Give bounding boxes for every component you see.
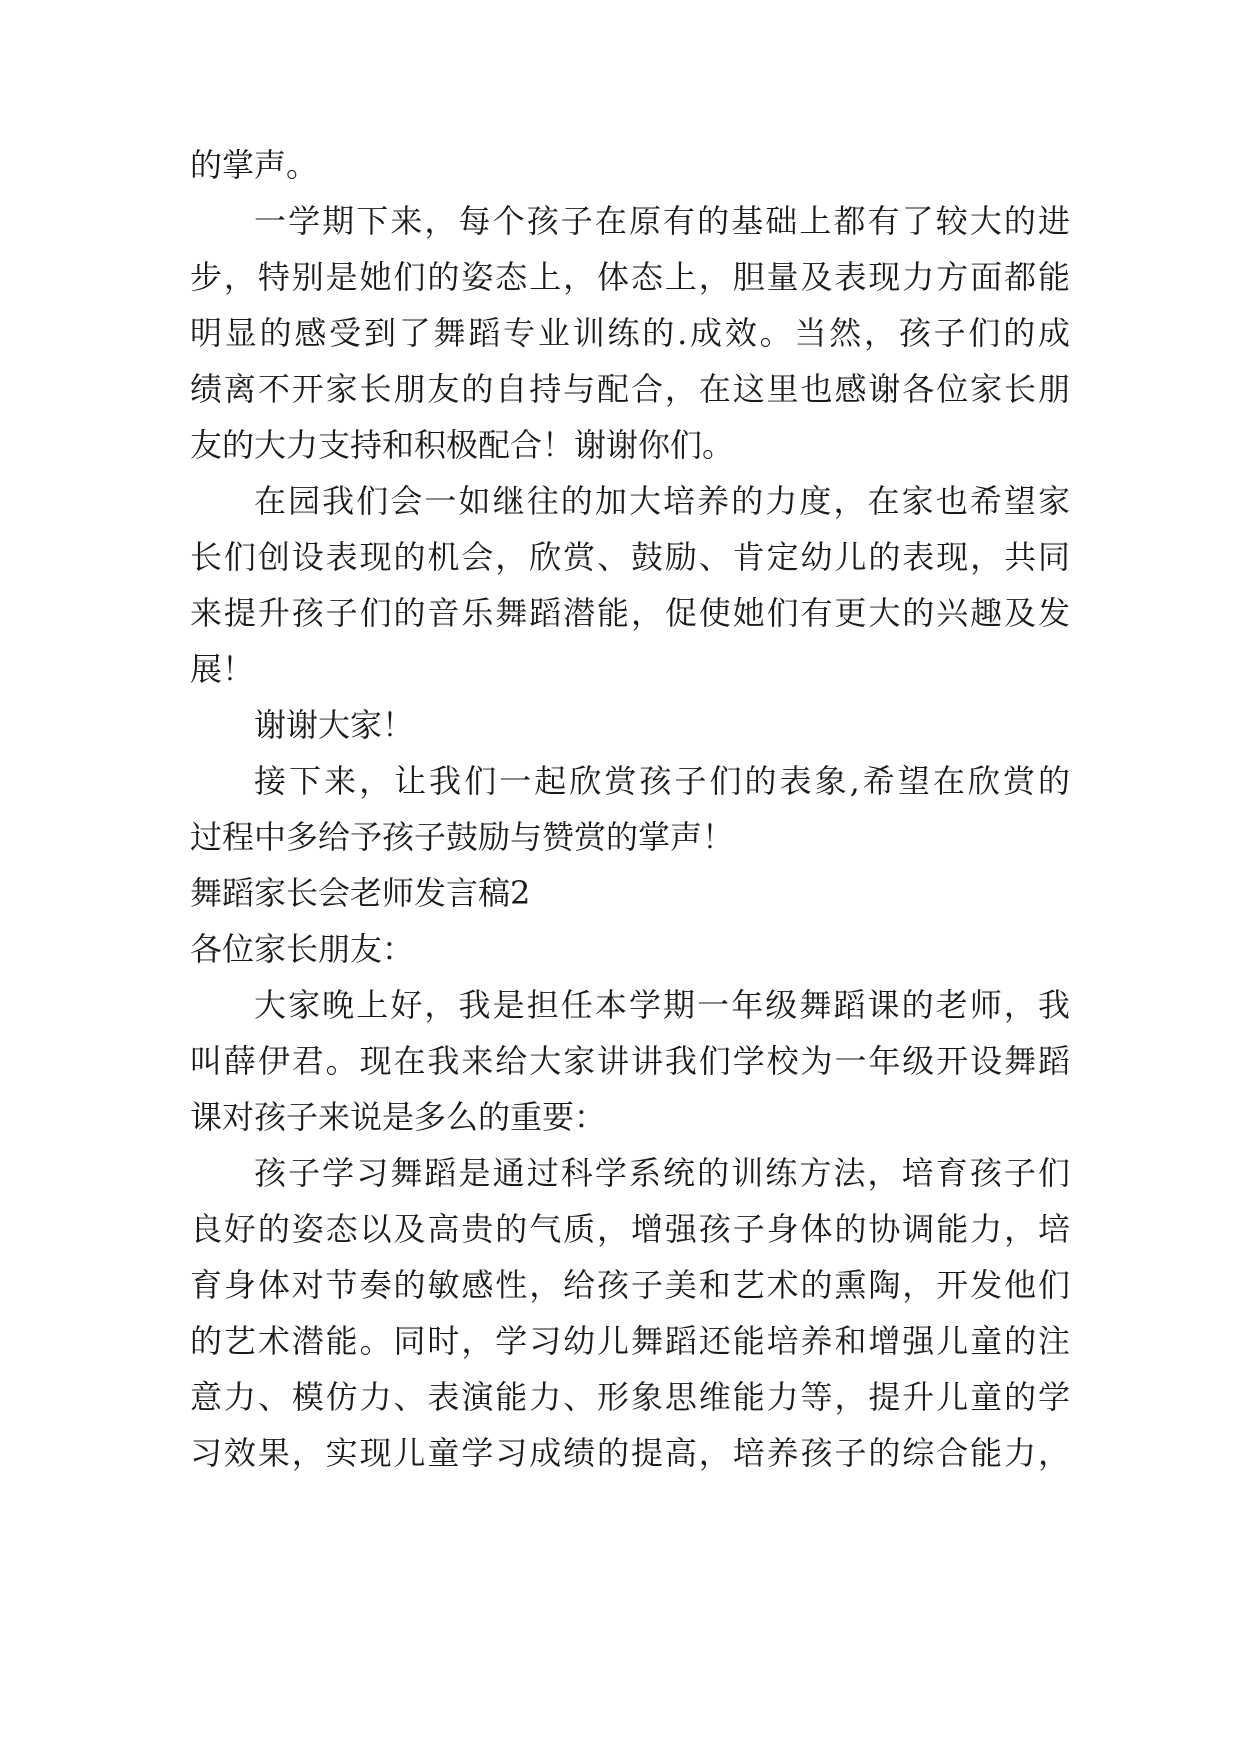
paragraph-first-line: 谢谢大家！ [254,706,415,744]
text-line: 意力、模仿力、表演能力、形象思维能力等，提升儿童的学 [190,1378,1070,1416]
text-line: 展！ [190,650,255,688]
text-line: 良好的姿态以及高贵的气质，增强孩子身体的协调能力，培 [190,1210,1070,1248]
text-line: 叫薛伊君。现在我来给大家讲讲我们学校为一年级开设舞蹈 [190,1042,1070,1080]
paragraph-first-line: 一学期下来，每个孩子在原有的基础上都有了较大的进 [254,202,1070,240]
text-line: 长们创设表现的机会，欣赏、鼓励、肯定幼儿的表现，共同 [190,538,1070,576]
paragraph-first-line: 在园我们会一如继往的加大培养的力度，在家也希望家 [254,482,1070,520]
text-line: 友的大力支持和积极配合！谢谢你们。 [190,426,735,464]
text-line: 步，特别是她们的姿态上，体态上，胆量及表现力方面都能 [190,258,1070,296]
paragraph-first-line: 接下来，让我们一起欣赏孩子们的表象,希望在欣赏的 [254,762,1070,800]
text-line: 来提升孩子们的音乐舞蹈潜能，促使她们有更大的兴趣及发 [190,594,1070,632]
salutation: 各位家长朋友： [190,930,415,968]
section-heading: 舞蹈家长会老师发言稿2 [190,874,531,912]
text-line: 明显的感受到了舞蹈专业训练的.成效。当然，孩子们的成 [190,314,1070,352]
text-line: 课对孩子来说是多么的重要： [190,1098,607,1136]
text-line: 的掌声。 [190,146,319,184]
text-line: 育身体对节奏的敏感性，给孩子美和艺术的熏陶，开发他们 [190,1266,1070,1304]
paragraph-first-line: 孩子学习舞蹈是通过科学系统的训练方法，培育孩子们 [254,1154,1070,1192]
text-line: 绩离不开家长朋友的自持与配合，在这里也感谢各位家长朋 [190,370,1070,408]
text-line: 的艺术潜能。同时，学习幼儿舞蹈还能培养和增强儿童的注 [190,1322,1070,1360]
text-line: 过程中多给予孩子鼓励与赞赏的掌声！ [190,818,735,856]
paragraph-first-line: 大家晚上好，我是担任本学期一年级舞蹈课的老师，我 [254,986,1070,1024]
text-line: 习效果，实现儿童学习成绩的提高，培养孩子的综合能力， [190,1434,1070,1472]
